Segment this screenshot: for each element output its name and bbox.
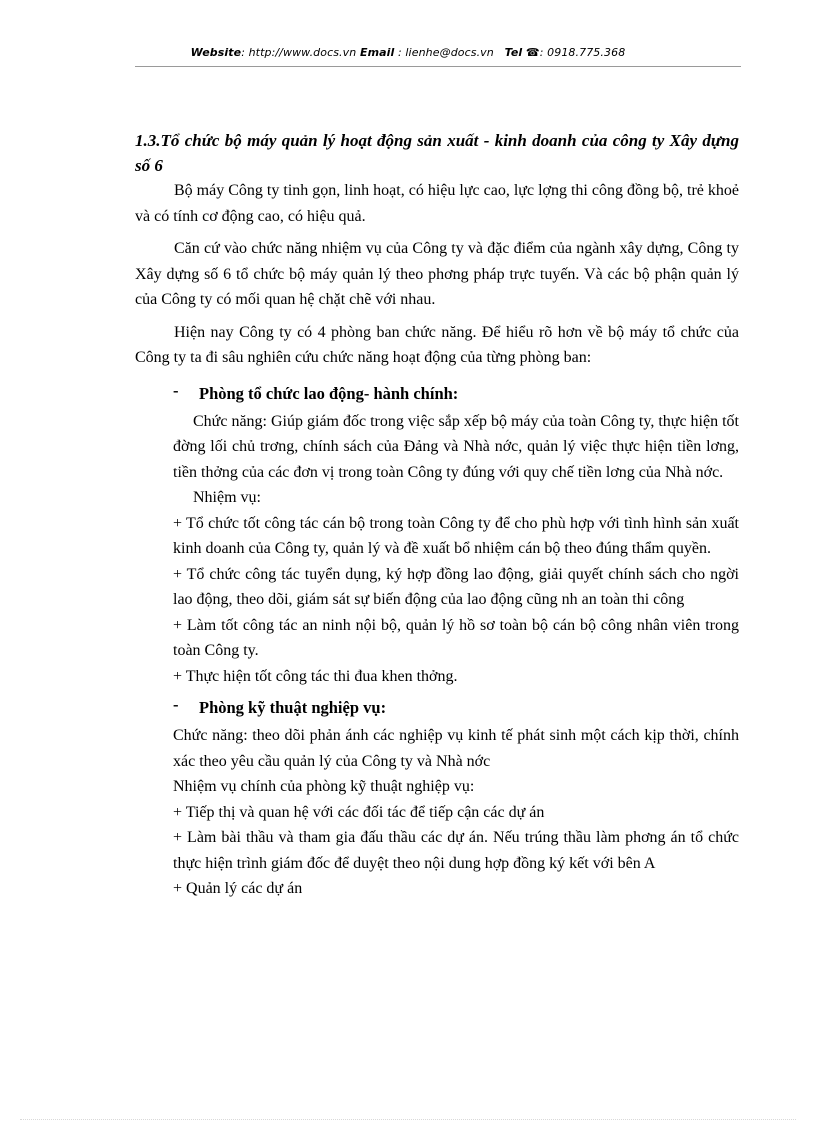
page-header bbox=[0, 46, 816, 59]
section2-item: + Làm bài thầu và tham gia đấu thầu các dự án. Nếu trúng thầu làm phơng án tổ chức thực hiện trình giám đốc để duyệt theo nội dung hợp đồng ký kết với bên A bbox=[173, 829, 739, 872]
page-bottom-border bbox=[20, 1119, 796, 1120]
section2-title: Phòng kỹ thuật nghiệp vụ: bbox=[199, 698, 387, 717]
section1-item: + Tổ chức công tác tuyển dụng, ký hợp đồng lao động, giải quyết chính sách cho ngời lao động, theo dõi, giám sát sự biến động của lao động cũng nh an toàn thi công bbox=[173, 565, 739, 608]
section1-function: Chức năng: Giúp giám đốc trong việc sắp xếp bộ máy của toàn Công ty, thực hiện tốt đờng lối chủ trơng, chính sách của Đảng và Nhà nớc, quản lý việc thực hiện tiền lơng, tiền thởng của các đơn vị trong toàn Công ty đúng với quy chế tiền lơng của Nhà nớc. bbox=[173, 412, 739, 481]
section1-item: + Tổ chức tốt công tác cán bộ trong toàn Công ty để cho phù hợp với tình hình sản xuất kinh doanh của Công ty, quản lý và đề xuất bổ nhiệm cán bộ theo đúng thẩm quyền. bbox=[173, 514, 739, 557]
section1-title: Phòng tổ chức lao động- hành chính: bbox=[199, 383, 459, 403]
section-hr-admin bbox=[173, 381, 739, 690]
section2-item: + Tiếp thị và quan hệ với các đối tác để tiếp cận các dự án bbox=[173, 803, 545, 821]
section2-function: Chức năng: theo dõi phản ánh các nghiệp vụ kinh tế phát sinh một cách kịp thời, chính xác theo yêu cầu quản lý của Công ty và Nhà nớc bbox=[173, 727, 739, 770]
header-divider bbox=[135, 66, 741, 67]
paragraph-2: Căn cứ vào chức năng nhiệm vụ của Công ty và đặc điểm của ngành xây dựng, Công ty Xây dựng số 6 tổ chức bộ máy quản lý theo phơng pháp trực tuyến. Và các bộ phận quản lý của Công ty có mối quan hệ chặt chẽ với nhau. bbox=[135, 240, 739, 308]
section-title-technical bbox=[173, 695, 739, 721]
dash-bullet: - bbox=[173, 695, 179, 714]
phone-icon: ☎ bbox=[525, 46, 540, 59]
dash-bullet: - bbox=[173, 380, 179, 400]
email-label: Email bbox=[359, 46, 395, 59]
paragraph-1: Bộ máy Công ty tinh gọn, linh hoạt, có hiệu lực cao, lực lợng thi công đồng bộ, trẻ khoẻ và có tính cơ động cao, có hiệu quả. bbox=[135, 182, 739, 225]
document-body bbox=[135, 128, 739, 902]
paragraph-3: Hiện nay Công ty có 4 phòng ban chức năng. Để hiểu rõ hơn về bộ máy tổ chức của Công ty ta đi sâu nghiên cứu chức năng hoạt động của từng phòng ban: bbox=[135, 323, 739, 366]
tel-value: : 0918.775.368 bbox=[539, 46, 626, 59]
section-title-hr-admin bbox=[173, 381, 739, 407]
section2-duty-label: Nhiệm vụ chính của phòng kỹ thuật nghiệp vụ: bbox=[173, 778, 475, 795]
section1-item: + Thực hiện tốt công tác thi đua khen thởng. bbox=[173, 667, 458, 685]
section-technical bbox=[173, 695, 739, 902]
website-value: : http://www.docs.vn bbox=[241, 46, 357, 59]
section1-duty-label: Nhiệm vụ: bbox=[193, 489, 261, 506]
tel-label: Tel bbox=[504, 46, 523, 59]
email-value: : lienhe@docs.vn bbox=[394, 46, 494, 59]
section2-item: + Quản lý các dự án bbox=[173, 880, 303, 897]
website-label: Website bbox=[190, 46, 242, 59]
section-heading: 1.3.Tổ chức bộ máy quản lý hoạt động sản xuất - kinh doanh của công ty Xây dựng số 6 bbox=[135, 131, 739, 175]
section1-item: + Làm tốt công tác an ninh nội bộ, quản lý hồ sơ toàn bộ cán bộ công nhân viên trong toàn Công ty. bbox=[173, 616, 739, 659]
